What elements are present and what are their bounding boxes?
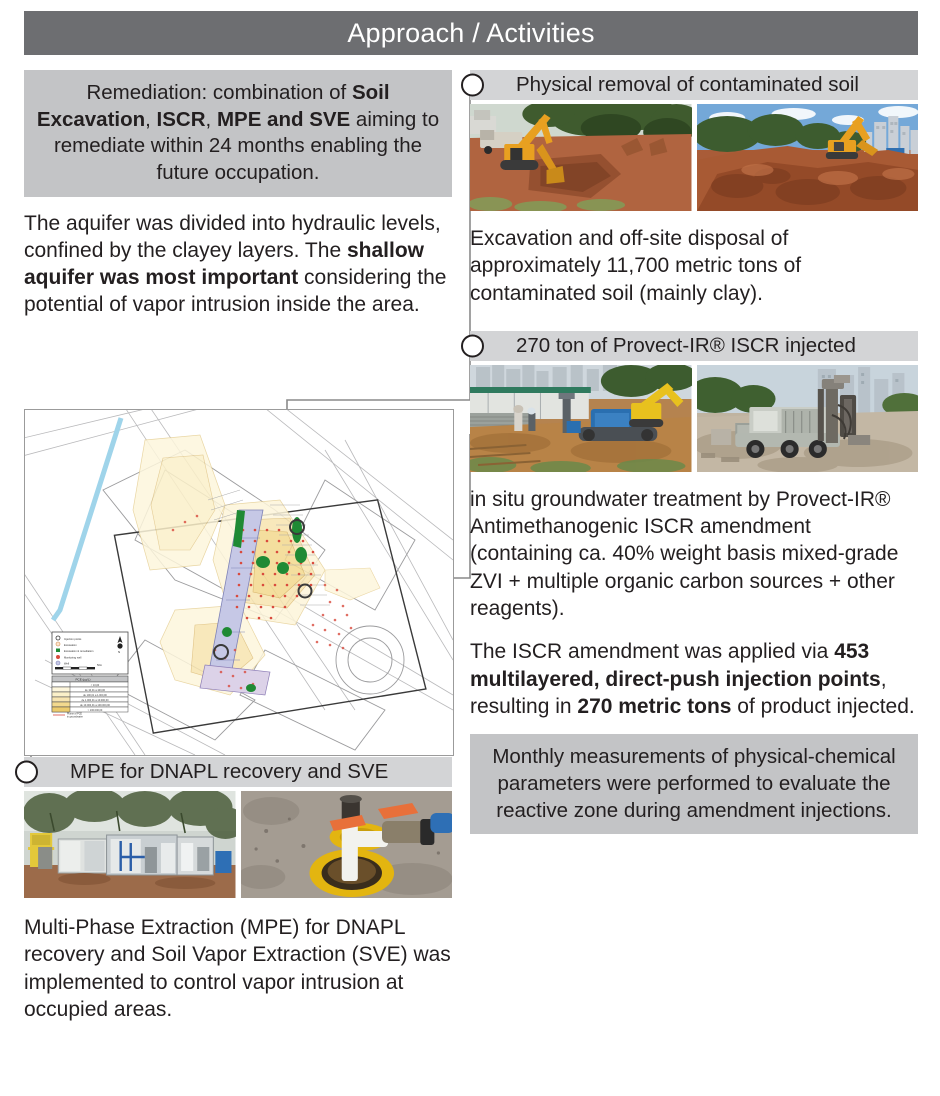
page-title-bar [24,11,918,55]
iscr-injection-header-label: 270 ton of Provect-IR® ISCR injected [516,333,856,357]
physical-removal-section [470,70,918,307]
svg-text:Injection points: Injection points [64,638,82,641]
remediation-text-bold-iscr: ISCR [156,107,206,131]
aquifer-paragraph [24,210,452,319]
svg-text:> 100.000,00: > 100.000,00 [87,708,103,712]
remediation-text-bold-mpe-sve: MPE and SVE [216,107,351,131]
bullet-circle-icon [461,334,484,357]
physical-removal-photo-row [470,104,918,211]
physical-removal-header [470,70,918,100]
iscr-applied-part-2: of product injected. [731,694,915,718]
mpe-section [24,757,452,1023]
mpe-caption: Multi-Phase Extraction (MPE) for DNAPL recovery and Soil Vapor Extraction (SVE) was implemented to control vapor intrusion at occupied areas. [24,916,451,1021]
iscr-applied-sep: , resulting in [470,667,887,718]
remediation-text-bold-soil-excavation: Soil Excavation [36,81,390,131]
mpe-section-header-label: MPE for DNAPL recovery and SVE [70,760,389,783]
iscr-applied-bold-tons: 270 metric tons [577,694,732,718]
svg-text:Plume of PCE: Plume of PCE [67,712,83,716]
mpe-wellhead-valve-photo[interactable] [241,791,453,898]
svg-text:Excavation: Excavation [64,644,77,647]
svg-text:PCE (µg/L): PCE (µg/L) [75,677,91,682]
remediation-text-part-2: aiming to remediate within 24 months enabling the future occupation. [53,107,440,184]
svg-text:Monitoring well: Monitoring well [64,656,82,660]
iscr-injection-section [470,331,918,834]
iscr-caption: in situ groundwater treatment by Provect-IR® Antimethanogenic ISCR amendment (containing ca. 40% weight basis mixed-grade ZVI + multiple organic carbon sources + other reagents). [470,487,899,621]
mpe-photo-row [24,791,452,898]
mpe-section-header [24,757,452,787]
bullet-circle-icon [15,761,38,784]
mpe-treatment-plant-photo[interactable] [24,791,236,898]
svg-text:de 1.000,01 a 10.000,00: de 1.000,01 a 10.000,00 [81,698,109,702]
svg-text:in groundwater: in groundwater [67,715,83,719]
soil-stockpile-photo[interactable] [697,104,919,211]
iscr-applied-paragraph [470,638,918,720]
svg-text:de 10.000,01 a 100.000,00: de 10.000,01 a 100.000,00 [80,703,110,707]
remediation-summary-box [24,70,452,197]
remediation-text-sep-2: , [205,107,217,131]
svg-text:de 100,01 a 1.000,00: de 100,01 a 1.000,00 [83,693,107,697]
svg-text:Well: Well [64,662,69,666]
site-plan-map[interactable] [24,409,454,756]
svg-text:N: N [118,650,121,654]
svg-text:50m: 50m [97,664,103,667]
aquifer-text-part-1: The aquifer was divided into hydraulic levels, confined by the clayey layers. The [24,211,441,262]
svg-text:< 10,00: < 10,00 [90,683,100,687]
aquifer-text-bold: shallow aquifer was most important [24,238,424,290]
left-column [24,70,452,319]
remediation-text-sep-1: , [145,107,157,131]
aquifer-text-part-2: considering the potential of vapor intrusion inside the area. [24,266,447,317]
direct-push-rig-photo[interactable] [470,365,692,472]
iscr-applied-part-1: The ISCR amendment was applied via [470,640,835,664]
bullet-circle-icon [461,74,484,97]
svg-text:Excavation & remediation: Excavation & remediation [64,650,94,653]
svg-text:de 10,01 a 100,00: de 10,01 a 100,00 [84,688,106,692]
iscr-applied-bold-points: 453 multilayered, direct-push injection points [470,640,881,691]
monitoring-box: Monthly measurements of physical-chemical parameters were performed to evaluate the reactive zone during amendment injections. [470,734,918,834]
excavator-trench-photo[interactable] [470,104,692,211]
right-column [470,70,918,834]
iscr-photo-row [470,365,918,472]
page-title: Approach / Activities [347,17,595,48]
physical-removal-header-label: Physical removal of contaminated soil [516,73,859,96]
physical-removal-caption: Excavation and off-site disposal of approximately 11,700 metric tons of contaminated soil (mainly clay). [470,227,802,305]
remediation-text-part-1: Remediation: combination of [86,81,352,104]
drill-truck-photo[interactable] [697,365,919,472]
iscr-injection-header [470,331,918,361]
